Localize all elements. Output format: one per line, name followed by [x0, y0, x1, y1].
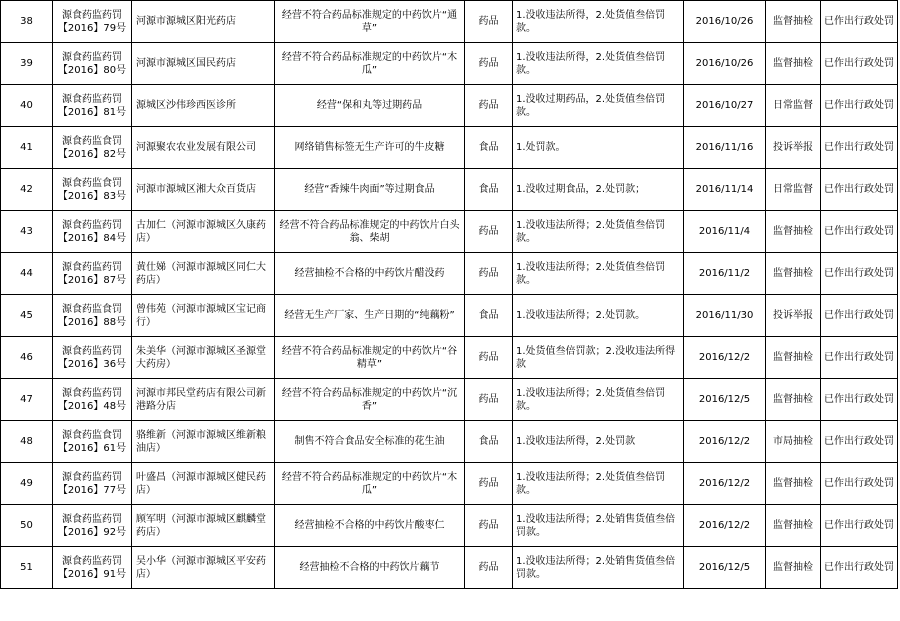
row-number-cell: 47	[1, 379, 53, 421]
penalty-cell: 1.没收过期药品，2.处货值叁倍罚款。	[513, 85, 684, 127]
result-status-cell: 已作出行政处罚	[821, 463, 898, 505]
case-source-cell: 日常监督	[766, 169, 821, 211]
case-source-cell: 监督抽检	[766, 43, 821, 85]
row-number-cell: 38	[1, 1, 53, 43]
row-number-cell: 40	[1, 85, 53, 127]
category-cell: 药品	[465, 547, 513, 589]
case-source-cell: 监督抽检	[766, 211, 821, 253]
table-row	[1, 253, 898, 295]
case-source-cell: 日常监督	[766, 85, 821, 127]
penalty-cell: 1.没收违法所得，2.处货值叁倍罚款。	[513, 43, 684, 85]
document-number-cell: 源食药监药罚【2016】84号	[53, 211, 132, 253]
party-name-cell: 河源聚农农业发展有限公司	[132, 127, 275, 169]
document-number-cell: 源食药监食罚【2016】61号	[53, 421, 132, 463]
result-status-cell: 已作出行政处罚	[821, 1, 898, 43]
result-status-cell: 已作出行政处罚	[821, 379, 898, 421]
result-status-cell: 已作出行政处罚	[821, 127, 898, 169]
party-name-cell: 顾军明（河源市源城区麒麟堂药店）	[132, 505, 275, 547]
category-cell: 药品	[465, 1, 513, 43]
row-number-cell: 46	[1, 337, 53, 379]
violation-fact-cell: 经营不符合药品标准规定的中药饮片“木瓜”	[275, 43, 465, 85]
document-number-cell: 源食药监药罚【2016】80号	[53, 43, 132, 85]
category-cell: 药品	[465, 463, 513, 505]
violation-fact-cell: 经营“香辣牛肉面”等过期食品	[275, 169, 465, 211]
document-number-cell: 源食药监药罚【2016】81号	[53, 85, 132, 127]
case-source-cell: 监督抽检	[766, 463, 821, 505]
case-source-cell: 投诉举报	[766, 295, 821, 337]
table-row	[1, 43, 898, 85]
violation-fact-cell: 网络销售标签无生产许可的牛皮糖	[275, 127, 465, 169]
table-row	[1, 547, 898, 589]
penalty-cell: 1.没收违法所得，2.处罚款	[513, 421, 684, 463]
document-number-cell: 源食药监药罚【2016】92号	[53, 505, 132, 547]
party-name-cell: 曾伟苑（河源市源城区宝记商行）	[132, 295, 275, 337]
row-number-cell: 39	[1, 43, 53, 85]
penalty-date-cell: 2016/12/5	[684, 547, 766, 589]
violation-fact-cell: 经营不符合药品标准规定的中药饮片“沉香”	[275, 379, 465, 421]
case-source-cell: 监督抽检	[766, 547, 821, 589]
table-row	[1, 211, 898, 253]
violation-fact-cell: 经营不符合药品标准规定的中药饮片白头翁、柴胡	[275, 211, 465, 253]
party-name-cell: 源城区沙伟珍西医诊所	[132, 85, 275, 127]
document-number-cell: 源食药监药罚【2016】79号	[53, 1, 132, 43]
penalty-cell: 1.没收违法所得；2.处货值叁倍罚款。	[513, 211, 684, 253]
table-row	[1, 295, 898, 337]
penalty-date-cell: 2016/11/14	[684, 169, 766, 211]
case-source-cell: 监督抽检	[766, 379, 821, 421]
violation-fact-cell: 制售不符合食品安全标准的花生油	[275, 421, 465, 463]
penalty-date-cell: 2016/12/5	[684, 379, 766, 421]
party-name-cell: 河源市源城区湘大众百货店	[132, 169, 275, 211]
category-cell: 药品	[465, 43, 513, 85]
row-number-cell: 48	[1, 421, 53, 463]
penalty-cell: 1.处罚款。	[513, 127, 684, 169]
table-row	[1, 463, 898, 505]
table-body	[1, 1, 898, 589]
party-name-cell: 河源市邦民堂药店有限公司新港路分店	[132, 379, 275, 421]
category-cell: 药品	[465, 85, 513, 127]
document-number-cell: 源食药监药罚【2016】87号	[53, 253, 132, 295]
penalty-cell: 1.没收违法所得；2.处货值叁倍罚款。	[513, 253, 684, 295]
penalty-date-cell: 2016/11/4	[684, 211, 766, 253]
document-number-cell: 源食药监药罚【2016】91号	[53, 547, 132, 589]
row-number-cell: 49	[1, 463, 53, 505]
penalty-date-cell: 2016/10/26	[684, 43, 766, 85]
case-source-cell: 投诉举报	[766, 127, 821, 169]
category-cell: 食品	[465, 295, 513, 337]
document-number-cell: 源食药监药罚【2016】36号	[53, 337, 132, 379]
penalty-cell: 1.没收违法所得；2.处货值叁倍罚款。	[513, 379, 684, 421]
party-name-cell: 朱美华（河源市源城区圣源堂大药房）	[132, 337, 275, 379]
penalty-date-cell: 2016/12/2	[684, 421, 766, 463]
penalty-date-cell: 2016/11/16	[684, 127, 766, 169]
table-row	[1, 337, 898, 379]
penalty-cell: 1.没收违法所得；2.处罚款。	[513, 295, 684, 337]
table-row	[1, 379, 898, 421]
penalty-date-cell: 2016/11/2	[684, 253, 766, 295]
table-row	[1, 169, 898, 211]
document-number-cell: 源食药监食罚【2016】82号	[53, 127, 132, 169]
category-cell: 药品	[465, 253, 513, 295]
row-number-cell: 44	[1, 253, 53, 295]
category-cell: 药品	[465, 505, 513, 547]
document-number-cell: 源食药监食罚【2016】83号	[53, 169, 132, 211]
result-status-cell: 已作出行政处罚	[821, 43, 898, 85]
penalty-cell: 1.没收违法所得；2.处销售货值叁倍罚款。	[513, 547, 684, 589]
case-source-cell: 监督抽检	[766, 505, 821, 547]
table-row	[1, 127, 898, 169]
result-status-cell: 已作出行政处罚	[821, 211, 898, 253]
violation-fact-cell: 经营不符合药品标准规定的中药饮片“通草”	[275, 1, 465, 43]
row-number-cell: 41	[1, 127, 53, 169]
penalty-date-cell: 2016/10/26	[684, 1, 766, 43]
party-name-cell: 黄仕娣（河源市源城区同仁大药店）	[132, 253, 275, 295]
violation-fact-cell: 经营无生产厂家、生产日期的“纯藕粉”	[275, 295, 465, 337]
result-status-cell: 已作出行政处罚	[821, 505, 898, 547]
violation-fact-cell: 经营抽检不合格的中药饮片酸枣仁	[275, 505, 465, 547]
row-number-cell: 45	[1, 295, 53, 337]
penalty-date-cell: 2016/12/2	[684, 463, 766, 505]
penalty-cell: 1.没收过期食品，2.处罚款；	[513, 169, 684, 211]
penalty-date-cell: 2016/12/2	[684, 337, 766, 379]
document-number-cell: 源食药监食罚【2016】88号	[53, 295, 132, 337]
result-status-cell: 已作出行政处罚	[821, 421, 898, 463]
party-name-cell: 叶盛昌（河源市源城区健民药店）	[132, 463, 275, 505]
party-name-cell: 古加仁（河源市源城区久康药店）	[132, 211, 275, 253]
party-name-cell: 河源市源城区阳光药店	[132, 1, 275, 43]
violation-fact-cell: 经营抽检不合格的中药饮片醋没药	[275, 253, 465, 295]
table-row	[1, 85, 898, 127]
result-status-cell: 已作出行政处罚	[821, 295, 898, 337]
result-status-cell: 已作出行政处罚	[821, 253, 898, 295]
result-status-cell: 已作出行政处罚	[821, 169, 898, 211]
document-number-cell: 源食药监药罚【2016】77号	[53, 463, 132, 505]
category-cell: 药品	[465, 211, 513, 253]
penalty-cell: 1.没收违法所得；2.处货值叁倍罚款。	[513, 463, 684, 505]
category-cell: 食品	[465, 169, 513, 211]
category-cell: 食品	[465, 421, 513, 463]
violation-fact-cell: 经营不符合药品标准规定的中药饮片“木瓜”	[275, 463, 465, 505]
party-name-cell: 骆维新（河源市源城区维新粮油店）	[132, 421, 275, 463]
row-number-cell: 50	[1, 505, 53, 547]
table-row	[1, 421, 898, 463]
violation-fact-cell: 经营不符合药品标准规定的中药饮片“谷精草”	[275, 337, 465, 379]
penalty-cell: 1.没收违法所得，2.处货值叁倍罚款。	[513, 1, 684, 43]
penalty-date-cell: 2016/11/30	[684, 295, 766, 337]
party-name-cell: 吴小华（河源市源城区平安药店）	[132, 547, 275, 589]
result-status-cell: 已作出行政处罚	[821, 547, 898, 589]
document-number-cell: 源食药监药罚【2016】48号	[53, 379, 132, 421]
result-status-cell: 已作出行政处罚	[821, 337, 898, 379]
row-number-cell: 51	[1, 547, 53, 589]
violation-fact-cell: 经营抽检不合格的中药饮片藕节	[275, 547, 465, 589]
penalty-cell: 1.没收违法所得；2.处销售货值叁倍罚款。	[513, 505, 684, 547]
category-cell: 药品	[465, 337, 513, 379]
violation-fact-cell: 经营“保和丸等过期药品	[275, 85, 465, 127]
penalty-cell: 1.处货值叁倍罚款；2.没收违法所得款	[513, 337, 684, 379]
party-name-cell: 河源市源城区国民药店	[132, 43, 275, 85]
case-source-cell: 监督抽检	[766, 253, 821, 295]
case-source-cell: 监督抽检	[766, 337, 821, 379]
result-status-cell: 已作出行政处罚	[821, 85, 898, 127]
penalty-date-cell: 2016/12/2	[684, 505, 766, 547]
case-source-cell: 市局抽检	[766, 421, 821, 463]
table-row	[1, 1, 898, 43]
row-number-cell: 42	[1, 169, 53, 211]
case-source-cell: 监督抽检	[766, 1, 821, 43]
row-number-cell: 43	[1, 211, 53, 253]
category-cell: 药品	[465, 379, 513, 421]
category-cell: 食品	[465, 127, 513, 169]
penalty-date-cell: 2016/10/27	[684, 85, 766, 127]
table-row	[1, 505, 898, 547]
